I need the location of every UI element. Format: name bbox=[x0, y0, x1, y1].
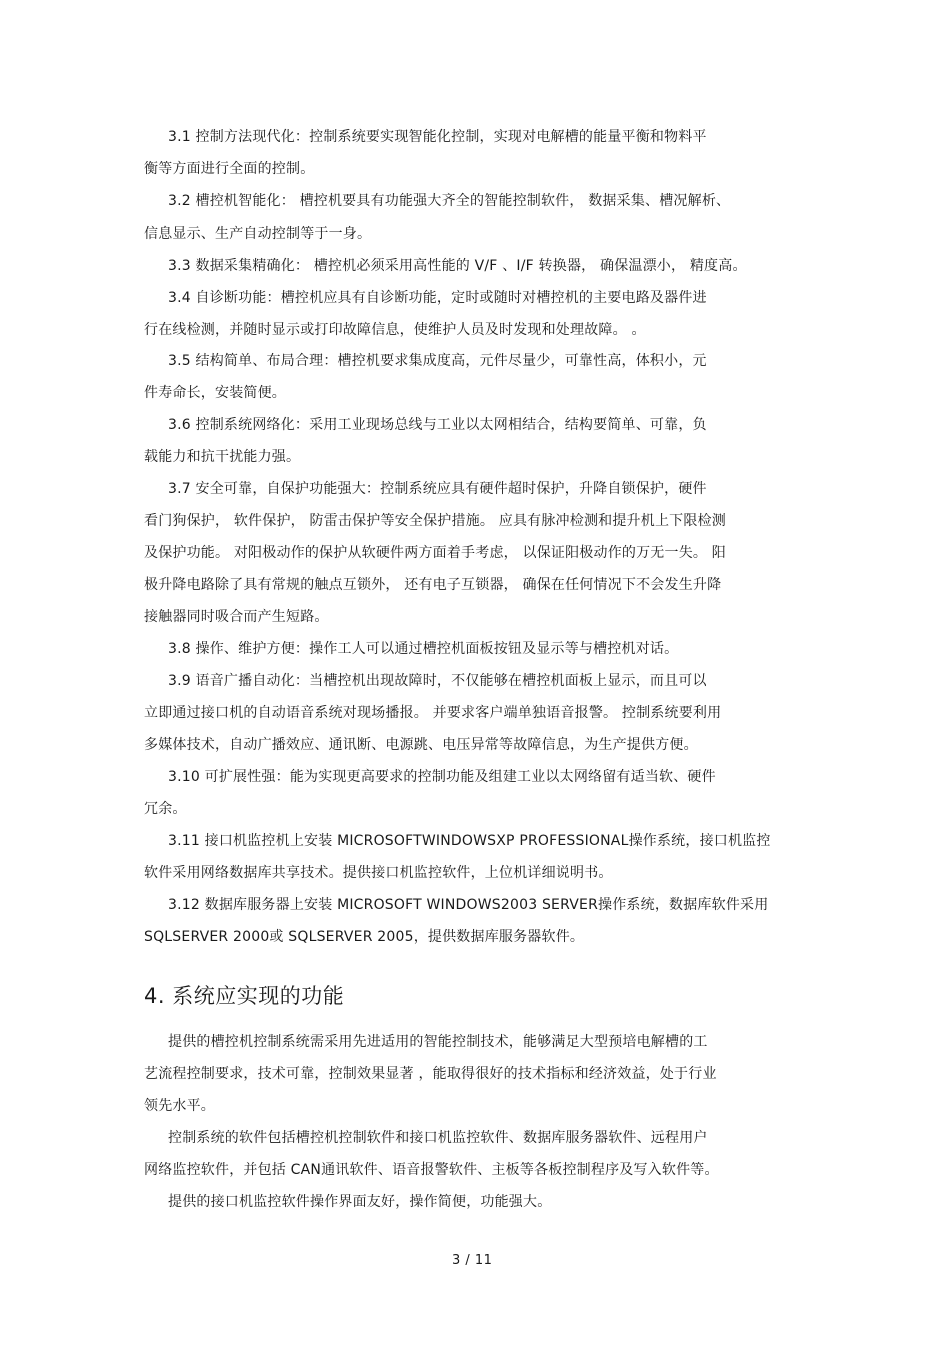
section-heading: 4. 系统应实现的功能 bbox=[144, 984, 345, 1008]
item-3-3-line-1: 3.3 数据采集精确化： 槽控机必须采用高性能的 V/F 、I/F 转换器， 确保温漂小， 精度高。 bbox=[168, 258, 747, 274]
item-3-7-line-3: 及保护功能。 对阳极动作的保护从软硬件两方面着手考虑， 以保证阳极动作的万无一失。 阳 bbox=[144, 545, 726, 561]
item-3-1-line-2: 衡等方面进行全面的控制。 bbox=[144, 161, 315, 177]
item-3-5-line-1: 3.5 结构简单、布局合理：槽控机要求集成度高，元件尽量少，可靠性高，体积小，元 bbox=[168, 353, 707, 369]
item-3-9-line-3: 多媒体技术，自动广播效应、通讯断、电源跳、电压异常等故障信息，为生产提供方便。 bbox=[144, 737, 698, 753]
section-paragraph-3-line-1: 提供的接口机监控软件操作界面友好，操作简便，功能强大。 bbox=[168, 1194, 552, 1210]
item-3-2-line-1: 3.2 槽控机智能化： 槽控机要具有功能强大齐全的智能控制软件， 数据采集、槽况解析、 bbox=[168, 193, 731, 209]
section-paragraph-2-line-2: 网络监控软件，并包括 CAN通讯软件、语音报警软件、主板等各板控制程序及写入软件等。 bbox=[144, 1162, 719, 1178]
section-paragraph-2-line-1: 控制系统的软件包括槽控机控制软件和接口机监控软件、数据库服务器软件、远程用户 bbox=[168, 1130, 708, 1146]
item-3-6-line-1: 3.6 控制系统网络化：采用工业现场总线与工业以太网相结合，结构要简单、可靠，负 bbox=[168, 417, 707, 433]
item-3-4-line-1: 3.4 自诊断功能：槽控机应具有自诊断功能，定时或随时对槽控机的主要电路及器件进 bbox=[168, 290, 707, 306]
section-paragraph-1-line-1: 提供的槽控机控制系统需采用先进适用的智能控制技术，能够满足大型预培电解槽的工 bbox=[168, 1034, 708, 1050]
item-3-12-line-2: SQLSERVER 2000或 SQLSERVER 2005，提供数据库服务器软件。 bbox=[144, 929, 585, 945]
page-number: 3 / 11 bbox=[452, 1253, 493, 1268]
item-3-10-line-1: 3.10 可扩展性强：能为实现更高要求的控制功能及组建工业以太网络留有适当软、硬件 bbox=[168, 769, 716, 785]
item-3-11-line-2: 软件采用网络数据库共享技术。提供接口机监控软件，上位机详细说明书。 bbox=[144, 865, 613, 881]
item-3-7-line-1: 3.7 安全可靠，自保护功能强大：控制系统应具有硬件超时保护，升降自锁保护，硬件 bbox=[168, 481, 707, 497]
item-3-12-line-1: 3.12 数据库服务器上安装 MICROSOFT WINDOWS2003 SERVER操作系统，数据库软件采用 bbox=[168, 897, 769, 913]
section-paragraph-1-line-2: 艺流程控制要求，技术可靠，控制效果显著 ，能取得很好的技术指标和经济效益，处于行业 bbox=[144, 1066, 717, 1082]
item-3-8-line-1: 3.8 操作、维护方便：操作工人可以通过槽控机面板按钮及显示等与槽控机对话。 bbox=[168, 641, 679, 657]
item-3-9-line-2: 立即通过接口机的自动语音系统对现场播报。 并要求客户端单独语音报警。 控制系统要利用 bbox=[144, 705, 722, 721]
item-3-7-line-4: 极升降电路除了具有常规的触点互锁外， 还有电子互锁器， 确保在任何情况下不会发生升降 bbox=[144, 577, 722, 593]
item-3-10-line-2: 冗余。 bbox=[144, 801, 187, 817]
item-3-1-line-1: 3.1 控制方法现代化：控制系统要实现智能化控制，实现对电解槽的能量平衡和物料平 bbox=[168, 129, 707, 145]
item-3-2-line-2: 信息显示、生产自动控制等于一身。 bbox=[144, 226, 372, 242]
item-3-7-line-5: 接触器同时吸合而产生短路。 bbox=[144, 609, 329, 625]
item-3-5-line-2: 件寿命长，安装简便。 bbox=[144, 385, 286, 401]
item-3-6-line-2: 载能力和抗干扰能力强。 bbox=[144, 449, 301, 465]
item-3-11-line-1: 3.11 接口机监控机上安装 MICROSOFTWINDOWSXP PROFESSIONAL操作系统，接口机监控 bbox=[168, 833, 771, 849]
section-paragraph-1-line-3: 领先水平。 bbox=[144, 1098, 215, 1114]
item-3-4-line-2: 行在线检测，并随时显示或打印故障信息，使维护人员及时发现和处理故障。 。 bbox=[144, 322, 646, 338]
item-3-9-line-1: 3.9 语音广播自动化：当槽控机出现故障时，不仅能够在槽控机面板上显示，而且可以 bbox=[168, 673, 707, 689]
item-3-7-line-2: 看门狗保护， 软件保护， 防雷击保护等安全保护措施。 应具有脉冲检测和提升机上下限检测 bbox=[144, 513, 726, 529]
